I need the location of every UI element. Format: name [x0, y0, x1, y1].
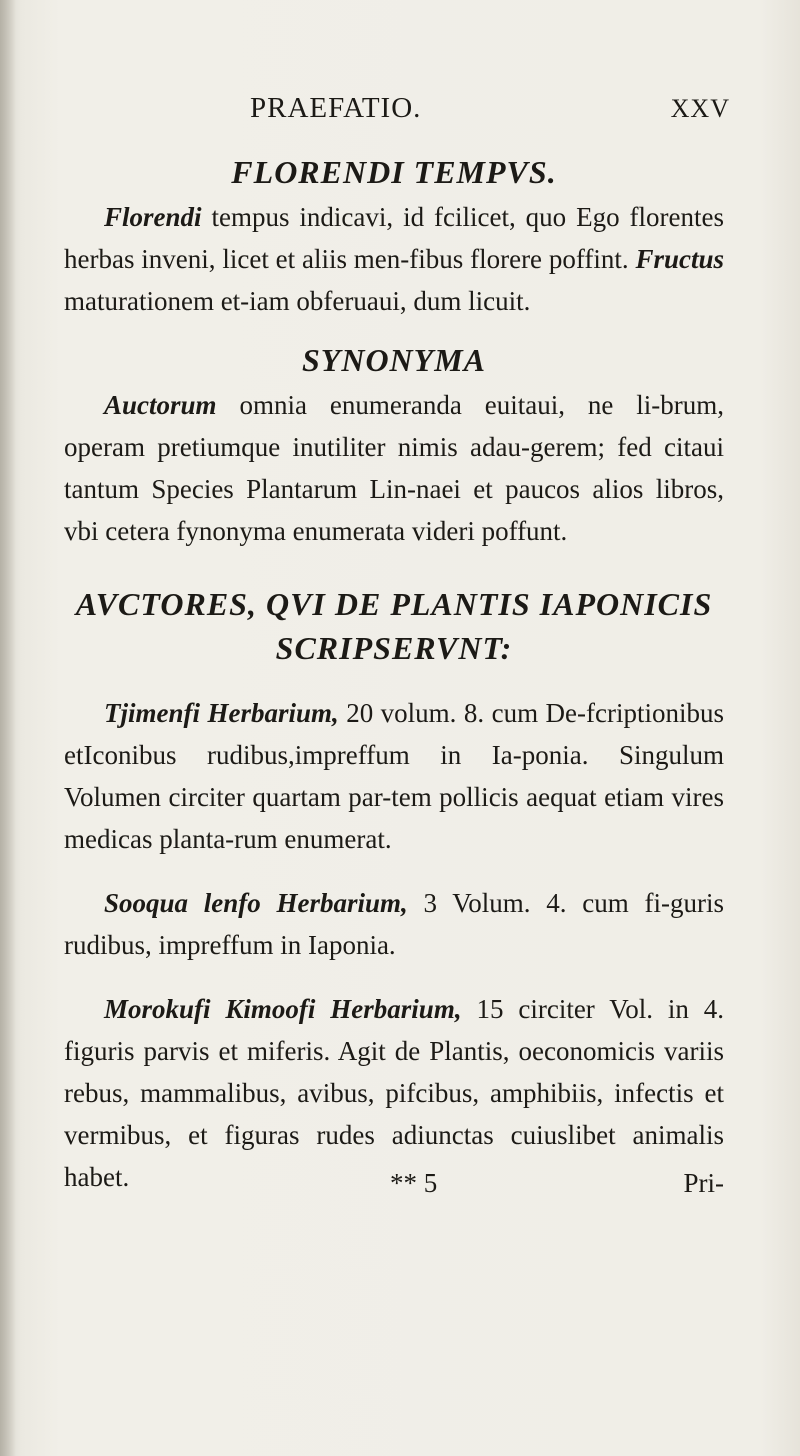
entry-title: Morokufi Kimoofi Herbarium, [104, 994, 462, 1024]
entry-title: Tjimenfi Herbarium, [104, 698, 339, 728]
page-number: XXV [670, 94, 730, 123]
entry-morokufi [64, 988, 724, 1198]
entry-text: 20 volum. 8. cum De-fcriptionibus etIconibus rudibus,impreffum in Ia-ponia. Singulum Volumen circiter quartam par-tem pollicis aequat etiam vires medicas planta-rum enumerat. [64, 698, 724, 854]
section-heading-synonyma: SYNONYMA [301, 342, 486, 378]
section-heading-auctores: AVCTORES, QVI DE PLANTIS IAPONICIS SCRIPSERVNT: [75, 586, 713, 666]
paragraph-text: maturationem et-iam obferuaui, dum licuit. [64, 286, 531, 316]
spine-shadow [0, 0, 16, 1456]
entry-sooqua [64, 882, 724, 966]
running-head-title: PRAEFATIO. [250, 92, 422, 124]
entry-text: 15 circiter Vol. in 4. figuris parvis et miferis. Agit de Plantis, oeconomicis variis rebus, mammalibus, avibus, pifcibus, amphibiis, infectis et vermibus, et figuras rudes adiunctas cuiuslibet animalis habet. [64, 994, 724, 1192]
paragraph-text: omnia enumeranda euitaui, ne li-brum, operam pretiumque inutiliter nimis adau-gerem; fed citaui tantum Species Plantarum Lin-naei et paucos alios libros, vbi cetera fynonyma enumerata videri poffunt. [64, 390, 724, 546]
signature-mark: ** 5 [390, 1168, 438, 1198]
lead-word: Auctorum [104, 390, 217, 420]
text-block [64, 150, 724, 1198]
section-heading-florendi: FLORENDI TEMPVS. [231, 154, 557, 190]
entry-text: 3 Volum. 4. cum fi-guris rudibus, impreffum in Iaponia. [64, 888, 724, 960]
catchword: Pri- [683, 1168, 724, 1198]
paragraph-florendi [64, 196, 724, 322]
paragraph-text: tempus indicavi, id fcilicet, quo Ego florentes herbas inveni, licet et aliis men-fibus florere poffint. [64, 202, 724, 274]
page-footer [64, 1168, 724, 1208]
entry-title: Sooqua lenfo Herbarium, [104, 888, 408, 918]
running-head [250, 92, 730, 132]
entry-tjimenfi [64, 692, 724, 860]
lead-word: Florendi [104, 202, 202, 232]
emphasis-word: Fructus [635, 244, 724, 274]
paragraph-synonyma [64, 384, 724, 552]
